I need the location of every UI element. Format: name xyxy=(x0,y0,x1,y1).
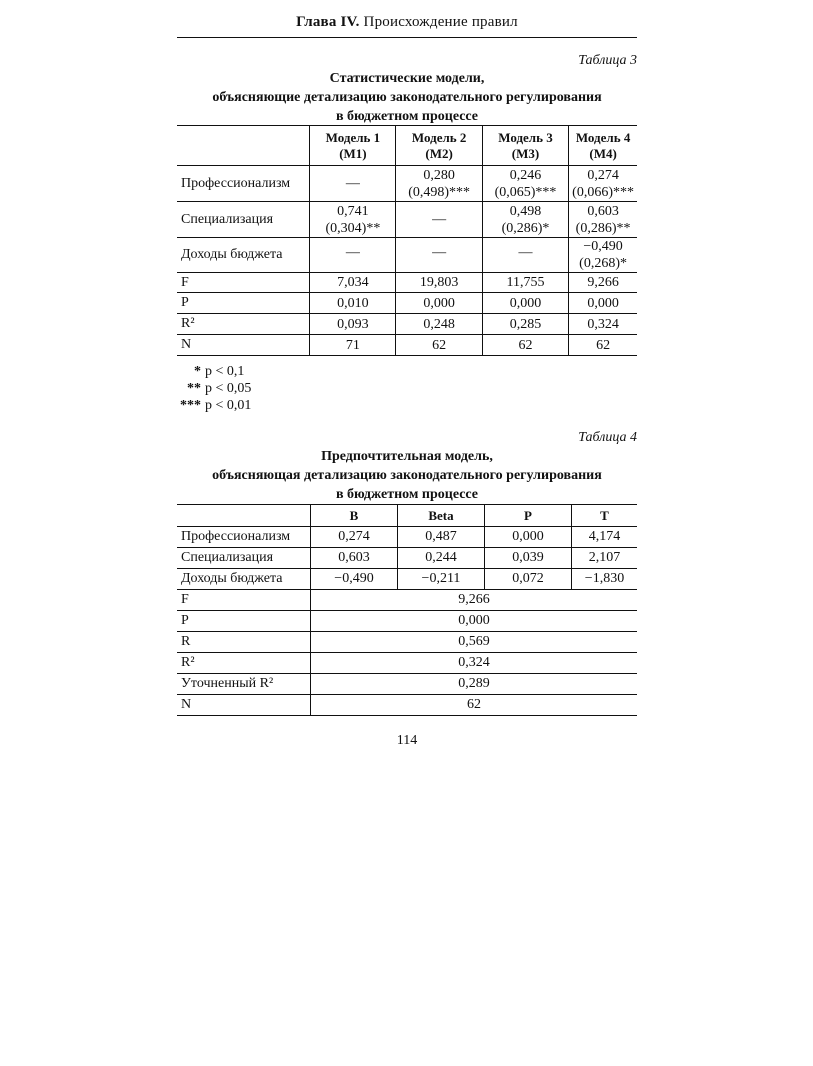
table4-col-header: P xyxy=(485,505,572,527)
table3-cell xyxy=(396,273,482,293)
table4-cell: 0,603 xyxy=(311,548,398,569)
table3-cell-line: — xyxy=(432,212,447,227)
table4-summary-value: 0,289 xyxy=(311,674,638,695)
table3-row-label: Доходы бюджета xyxy=(177,238,310,273)
table3-row xyxy=(177,314,637,335)
table4-cell: 2,107 xyxy=(572,548,638,569)
table3-cell xyxy=(310,166,396,202)
table3-row-label: R² xyxy=(177,314,310,335)
table3-row-label: P xyxy=(177,293,310,314)
table4-summary-row xyxy=(177,590,637,611)
table3-cell xyxy=(569,314,637,335)
table3-cell-line: −0,490 xyxy=(583,239,623,254)
table3-row-label: F xyxy=(177,273,310,293)
table4-summary-label: Уточненный R² xyxy=(177,674,311,695)
table4-summary-label: P xyxy=(177,611,311,632)
table3-row xyxy=(177,273,637,293)
table4-col-header: B xyxy=(311,505,398,527)
table3-cell-line: 71 xyxy=(345,337,360,353)
table4-cell: 0,244 xyxy=(398,548,485,569)
table4-cell: 0,274 xyxy=(311,527,398,548)
table3-row-label: Специализация xyxy=(177,202,310,238)
table4-title-line: объясняющая детализацию законодательного регулирования xyxy=(212,468,602,483)
table3-cell-line: 11,755 xyxy=(506,275,545,290)
table3-cell-line: (0,066)*** xyxy=(572,184,634,200)
table4-row-label: Доходы бюджета xyxy=(177,569,311,590)
table4-summary-value: 0,569 xyxy=(311,632,638,653)
table3-cell xyxy=(396,202,482,238)
significance-notes xyxy=(177,363,251,414)
table3-header-row xyxy=(177,126,637,166)
table4-title xyxy=(177,447,637,504)
running-header xyxy=(177,14,637,31)
table4-title-line: Предпочтительная модель, xyxy=(321,449,493,464)
table3-cell-line: 62 xyxy=(596,337,611,353)
table4-cell: 4,174 xyxy=(572,527,638,548)
table3-col-header: Модель 4 (М4) xyxy=(569,126,637,166)
table3-cell-line: 0,274 xyxy=(587,167,619,183)
table4-summary-value: 0,000 xyxy=(311,611,638,632)
table4-row-label: Специализация xyxy=(177,548,311,569)
table3-title xyxy=(177,69,637,126)
table3-cell xyxy=(310,273,396,293)
table4-cell: −0,211 xyxy=(398,569,485,590)
table3-col-header: Модель 1 (М1) xyxy=(310,126,396,166)
table3-cell-line: 0,000 xyxy=(587,295,619,311)
table4-caption: Таблица 4 xyxy=(578,430,637,445)
table3-col-header: Модель 2 (М2) xyxy=(396,126,482,166)
table3-cell xyxy=(482,293,568,314)
page-number: 114 xyxy=(396,733,418,748)
table4-row xyxy=(177,569,637,590)
table3-cell xyxy=(396,335,482,356)
table3-cell-line: 62 xyxy=(432,337,447,353)
table3-cell xyxy=(482,335,568,356)
table3-row xyxy=(177,293,637,314)
table3-cell-line: 7,034 xyxy=(337,275,369,290)
table3-cell-line: 0,010 xyxy=(337,295,369,311)
table3-row xyxy=(177,335,637,356)
table3-cell-line: 0,280 xyxy=(423,167,455,183)
table3-title-line: в бюджетном процессе xyxy=(335,109,479,124)
table4-header-row xyxy=(177,505,637,527)
header-rule xyxy=(177,37,637,38)
table3-cell xyxy=(569,166,637,202)
table3-cell-line: 0,498 xyxy=(509,203,542,219)
table4-summary-label: R² xyxy=(177,653,311,674)
table3-cell xyxy=(569,202,637,238)
table3-cell xyxy=(396,314,482,335)
table3-row xyxy=(177,238,637,273)
note-row: ** p < 0,05 xyxy=(187,381,252,396)
table3-cell xyxy=(310,238,396,273)
table3-cell xyxy=(482,273,568,293)
table4 xyxy=(177,504,637,716)
table4-summary-label: F xyxy=(177,590,311,611)
table3-cell-line: (0,498)*** xyxy=(408,184,471,200)
table4-cell: 0,039 xyxy=(485,548,572,569)
table3-cell xyxy=(482,166,568,202)
table3-cell-line: 0,324 xyxy=(587,316,619,332)
note-row: * p < 0,1 xyxy=(194,364,245,379)
table3-cell-line: 0,248 xyxy=(423,316,455,332)
table3-cell-line: — xyxy=(345,176,360,191)
table3-cell-line: 0,741 xyxy=(337,203,369,219)
table3-cell xyxy=(482,238,568,273)
table3-cell-line: 0,285 xyxy=(509,316,542,332)
table3-cell-line: 0,093 xyxy=(337,316,369,332)
table3-cell-line: 62 xyxy=(518,337,533,353)
table3-cell xyxy=(396,293,482,314)
table3-cell-line: (0,286)** xyxy=(575,220,631,236)
table4-cell: −1,830 xyxy=(572,569,638,590)
table4-summary-value: 62 xyxy=(311,695,638,716)
table4-summary-row xyxy=(177,611,637,632)
table3-caption: Таблица 3 xyxy=(578,53,637,68)
table3-cell-line: (0,065)*** xyxy=(494,184,557,200)
table4-summary-row xyxy=(177,674,637,695)
table4-summary-value: 0,324 xyxy=(311,653,638,674)
table3-corner-cell xyxy=(177,126,310,166)
note-row: *** p < 0,01 xyxy=(180,398,252,413)
table3-cell-line: (0,286)* xyxy=(501,220,550,236)
table3-cell xyxy=(569,293,637,314)
table3-row-label: N xyxy=(177,335,310,356)
table4-summary-row xyxy=(177,632,637,653)
table3-cell xyxy=(396,166,482,202)
table3-cell-line: 0,000 xyxy=(423,295,455,311)
table4-summary-label: R xyxy=(177,632,311,653)
table3-cell-line: — xyxy=(345,245,360,260)
table4-col-header: Beta xyxy=(398,505,485,527)
table4-row xyxy=(177,527,637,548)
table3-cell xyxy=(310,335,396,356)
table3-row xyxy=(177,166,637,202)
table3 xyxy=(177,125,637,356)
table3-cell xyxy=(310,202,396,238)
table3-row-label: Профессионализм xyxy=(177,166,310,202)
table3-cell xyxy=(482,202,568,238)
table3-cell xyxy=(310,293,396,314)
table4-cell: 0,000 xyxy=(485,527,572,548)
table3-cell-line: 9,266 xyxy=(587,275,619,290)
table3-row xyxy=(177,202,637,238)
table4-summary-row xyxy=(177,695,637,716)
table4-summary-label: N xyxy=(177,695,311,716)
table3-title-line: Статистические модели, xyxy=(329,71,485,86)
table4-cell: 0,487 xyxy=(398,527,485,548)
table4-cell: −0,490 xyxy=(311,569,398,590)
table3-cell xyxy=(396,238,482,273)
table3-col-header: Модель 3 (М3) xyxy=(482,126,568,166)
table4-corner-cell xyxy=(177,505,311,527)
table3-cell-line: 19,803 xyxy=(419,275,459,290)
table3-cell xyxy=(482,314,568,335)
table3-cell-line: 0,000 xyxy=(509,295,542,311)
table4-cell: 0,072 xyxy=(485,569,572,590)
table3-cell-line: (0,268)* xyxy=(579,256,627,271)
table3-cell xyxy=(310,314,396,335)
table3-cell xyxy=(569,238,637,273)
chapter-title: Происхождение правил xyxy=(363,14,518,30)
chapter-label: Глава IV. xyxy=(296,14,360,30)
table4-row-label: Профессионализм xyxy=(177,527,311,548)
table3-title-line: объясняющие детализацию законодательного регулирования xyxy=(212,90,602,105)
table3-cell-line: 0,246 xyxy=(509,167,542,183)
table3-cell xyxy=(569,273,637,293)
table4-summary-value: 9,266 xyxy=(311,590,638,611)
table3-cell-line: (0,304)** xyxy=(325,220,381,236)
table4-row xyxy=(177,548,637,569)
table3-cell-line: — xyxy=(432,245,447,260)
table3-cell-line: — xyxy=(518,245,533,260)
table4-summary-row xyxy=(177,653,637,674)
table3-cell-line: 0,603 xyxy=(587,203,619,219)
table3-cell xyxy=(569,335,637,356)
table4-col-header: T xyxy=(572,505,638,527)
table4-title-line: в бюджетном процессе xyxy=(335,487,479,502)
